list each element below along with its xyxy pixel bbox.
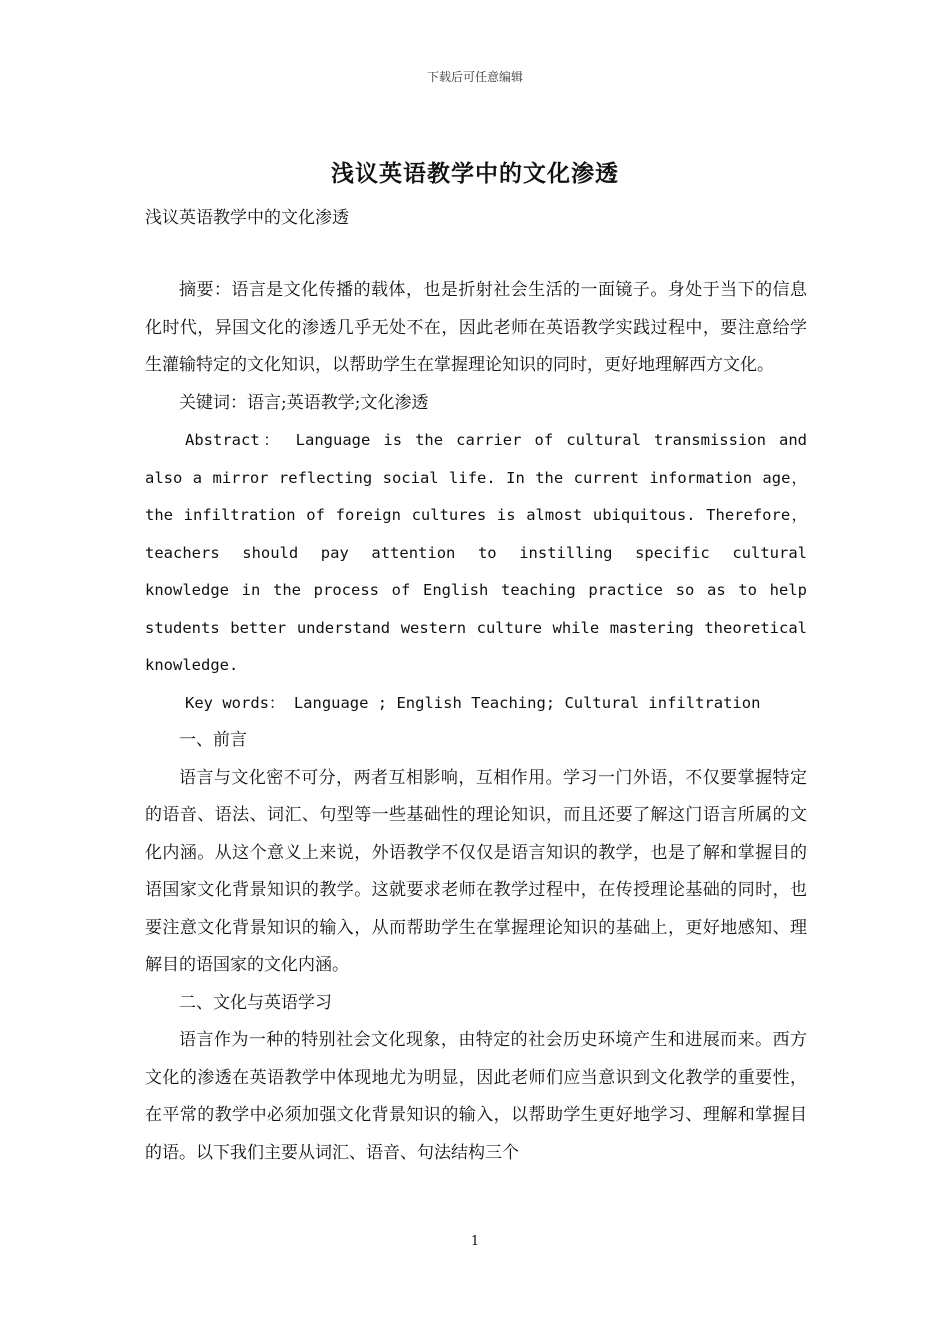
document-title: 浅议英语教学中的文化渗透 [331, 160, 619, 187]
document-subtitle: 浅议英语教学中的文化渗透 [145, 208, 349, 228]
section-heading-1: 一、前言 [179, 730, 247, 750]
section-heading-2: 二、文化与英语学习 [179, 992, 332, 1013]
keywords-zh: 关键词：语言;英语教学;文化渗透 [179, 392, 429, 413]
abstract-zh: 摘要：语言是文化传播的载体，也是折射社会生活的一面镜子。身处于当下的信息化时代，异国文化的渗透几乎无处不在，因此老师在英语教学实践过程中，要注意给学生灌输特定的文化知识，以帮助学生在掌握理论知识的同时，更好地理解西方文化。 [145, 280, 807, 375]
abstract-en: Abstract： Language is the carrier of cultural transmission and also a mirror reflecting social life. In the current information age， the infiltration of foreign cultures is almost ubiquitous. Therefore， teachers should pay attention to instilling specific cultural knowledge in the process of English teaching practice so as to help students better understand western culture while mastering theoretical knowledge. [145, 431, 807, 674]
document-body [145, 272, 807, 1172]
section-paragraph-2: 语言作为一种的特别社会文化现象，由特定的社会历史环境产生和进展而来。西方文化的渗透在英语教学中体现地尤为明显，因此老师们应当意识到文化教学的重要性，在平常的教学中必须加强文化背景知识的输入，以帮助学生更好地学习、理解和掌握目的语。以下我们主要从词汇、语音、句法结构三个 [145, 1030, 807, 1163]
header-note: 下载后可任意编辑 [426, 70, 523, 84]
page-number: 1 [470, 1234, 480, 1249]
section-paragraph-1: 语言与文化密不可分，两者互相影响，互相作用。学习一门外语，不仅要掌握特定的语音、语法、词汇、句型等一些基础性的理论知识，而且还要了解这门语言所属的文化内涵。从这个意义上来说，外语教学不仅仅是语言知识的教学，也是了解和掌握目的语国家文化背景知识的教学。这就要求老师在教学过程中，在传授理论基础的同时，也要注意文化背景知识的输入，从而帮助学生在掌握理论知识的基础上，更好地感知、理解目的语国家的文化内涵。 [145, 767, 807, 975]
keywords-en: Key words： Language ; English Teaching; Cultural infiltration [185, 693, 761, 712]
